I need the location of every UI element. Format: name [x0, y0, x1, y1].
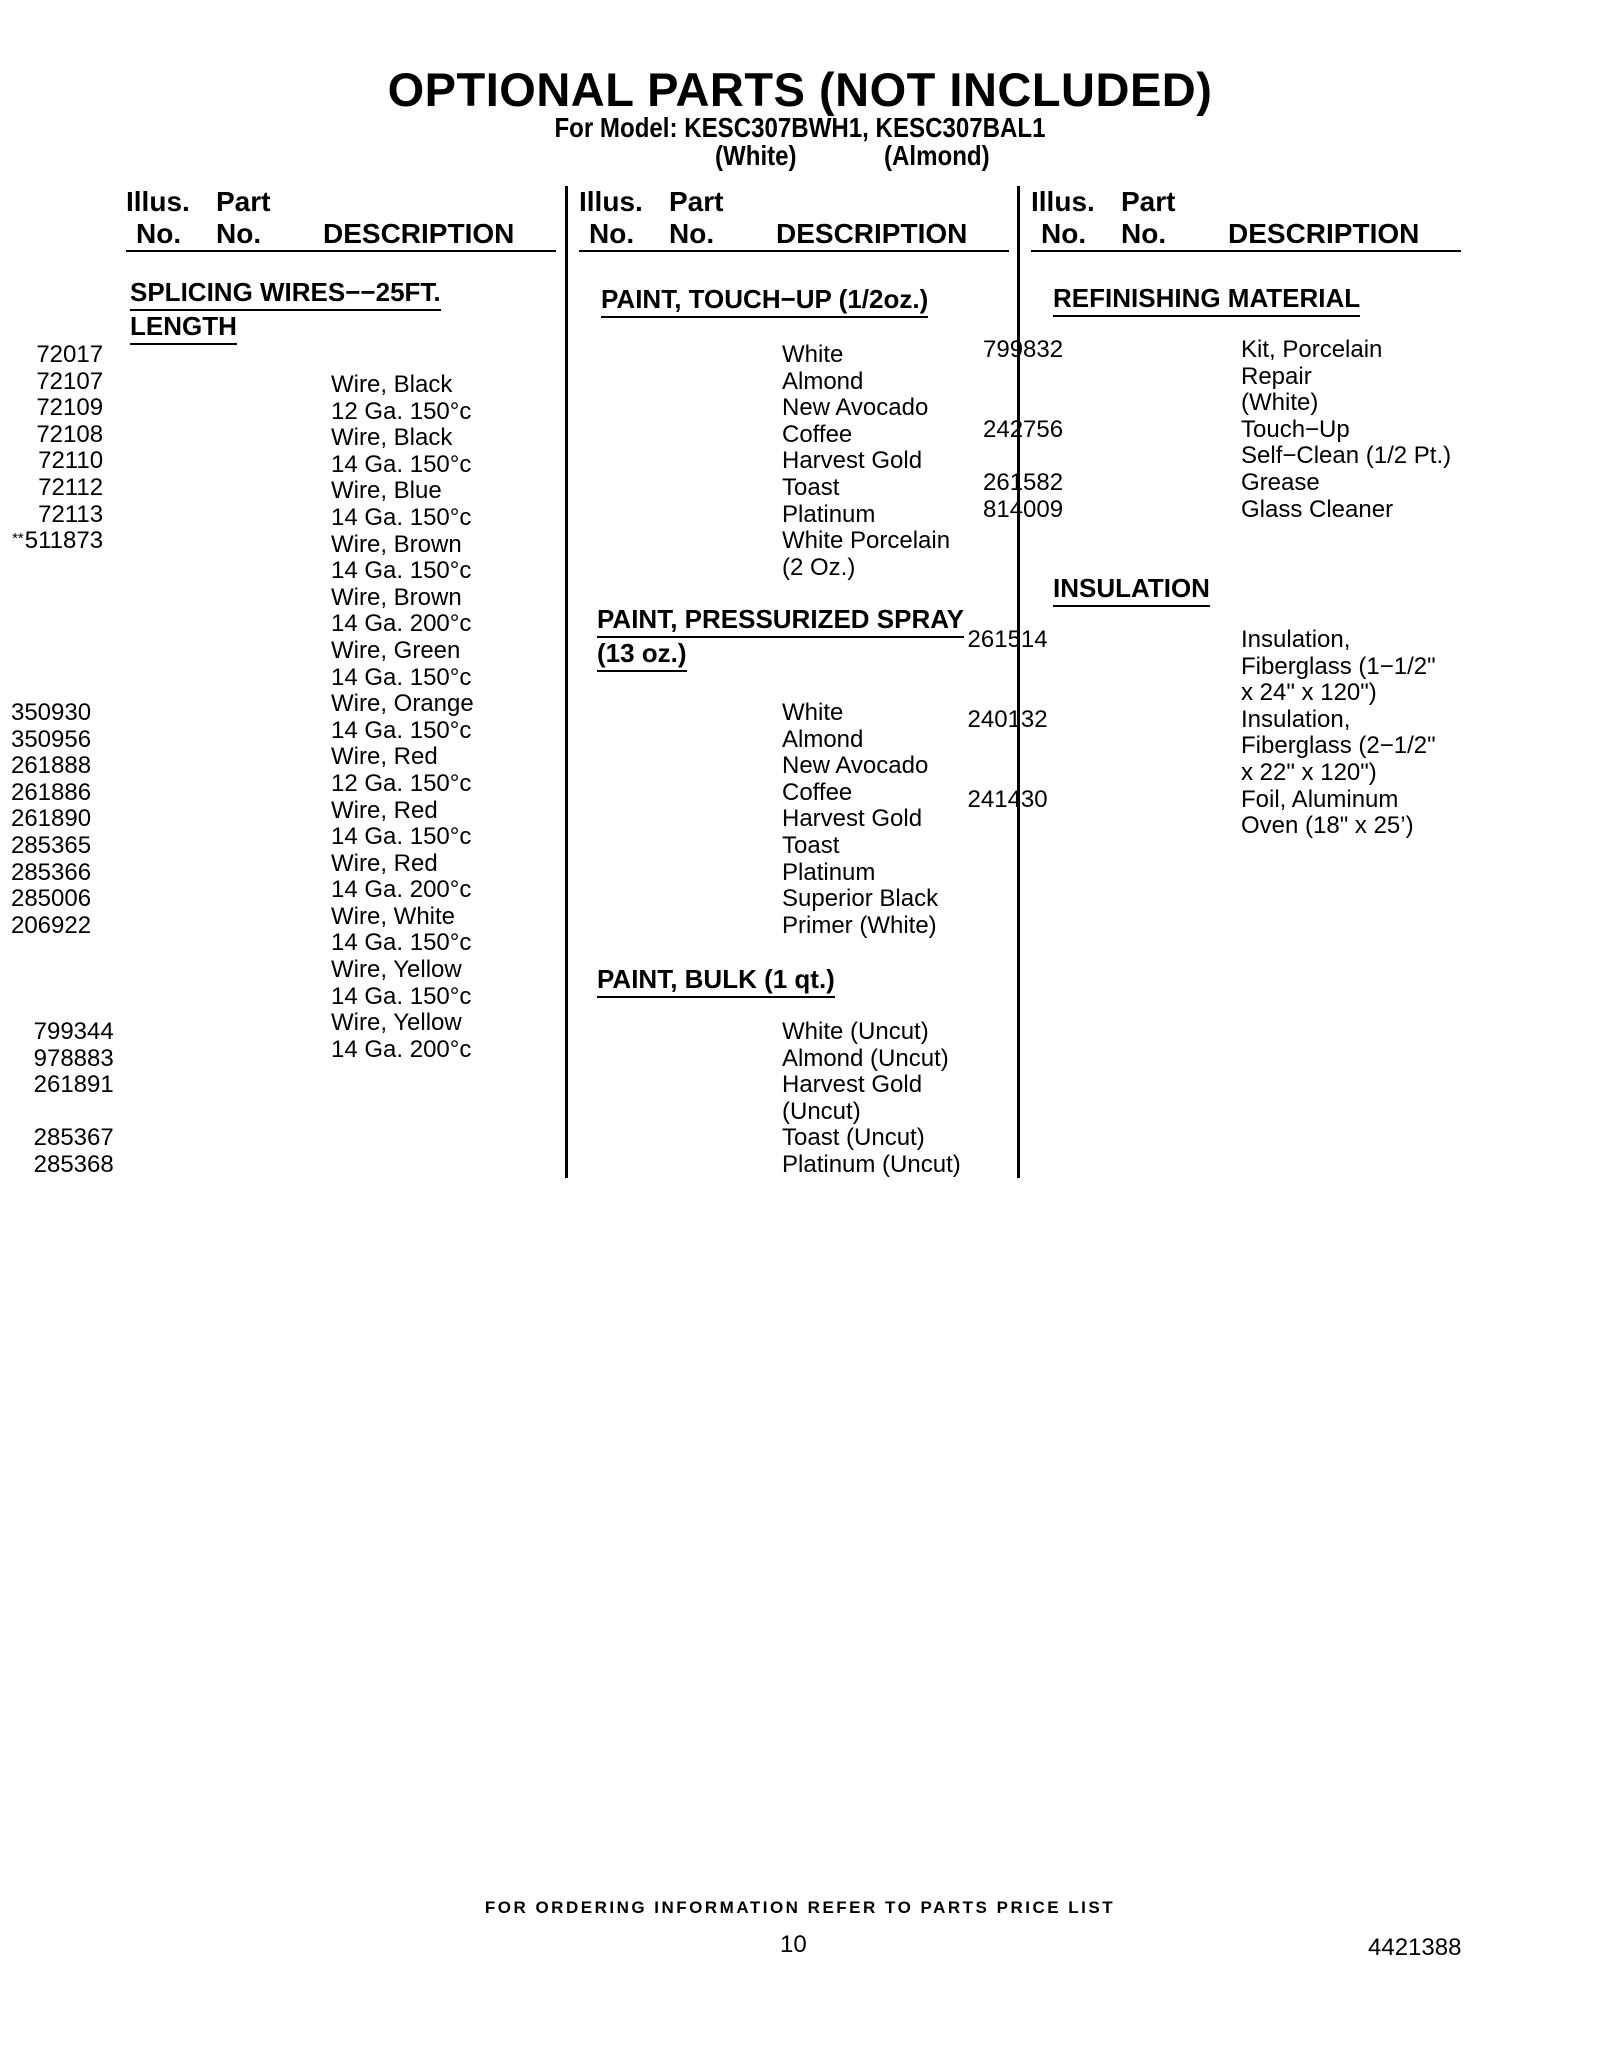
- part-description: Insulation, Fiberglass (2−1/2" x 22" x 120"): [1241, 705, 1436, 786]
- refinishing-list: [0, 337, 1451, 523]
- part-description: Wire, Black 12 Ga. 150°c: [331, 371, 472, 425]
- part-row: [0, 1072, 961, 1125]
- description-label: DESCRIPTION: [323, 218, 515, 249]
- section-splicing-wires: [130, 277, 441, 345]
- section-title-cont: LENGTH: [130, 311, 237, 345]
- description-label: DESCRIPTION: [1228, 218, 1420, 249]
- page-number: 10: [780, 1931, 807, 1958]
- section-title: PAINT, PRESSURIZED SPRAY: [597, 604, 964, 638]
- column-header: [1031, 186, 1461, 252]
- column-2: [579, 186, 1009, 252]
- part-number: 261891: [33, 1071, 114, 1099]
- model-subtitle: For Model: KESC307BWH1, KESC307BAL1: [554, 112, 1046, 143]
- section-insulation: [1053, 573, 1210, 607]
- part-description: White (Uncut): [782, 1018, 929, 1045]
- section-title: PAINT, BULK (1 qt.): [597, 964, 835, 998]
- part-row: [0, 417, 1451, 470]
- part-description: Platinum (Uncut): [782, 1150, 961, 1178]
- part-description: White: [782, 341, 844, 368]
- special-mark: **: [12, 530, 24, 548]
- part-number: 285365: [10, 831, 92, 859]
- part-no-label: No.: [216, 218, 262, 249]
- part-number: 206922: [10, 911, 92, 939]
- part-description: Wire, Brown 14 Ga. 150°c: [331, 530, 472, 585]
- part-number: 285366: [10, 858, 92, 886]
- part-number: 261888: [10, 752, 92, 780]
- illus-label: Illus.: [579, 186, 643, 217]
- section-title: INSULATION: [1053, 573, 1210, 607]
- part-number: 978883: [33, 1044, 114, 1072]
- part-description: Insulation, Fiberglass (1−1/2" x 24" x 120"): [1241, 626, 1436, 707]
- part-number: 72112: [38, 473, 104, 501]
- column-header: [126, 186, 556, 252]
- part-description: Wire, Red 12 Ga. 150°c: [331, 743, 472, 797]
- part-description: Wire, Red 14 Ga. 200°c: [331, 849, 472, 904]
- part-label: Part: [669, 186, 724, 217]
- part-row: [0, 1152, 961, 1179]
- part-description: Toast (Uncut): [782, 1124, 925, 1152]
- part-description: Wire, Brown 14 Ga. 200°c: [331, 583, 472, 638]
- part-row: [0, 1125, 961, 1152]
- part-description: Wire, Yellow 14 Ga. 150°c: [331, 956, 472, 1010]
- part-description: White Porcelain (2 Oz.): [782, 527, 951, 581]
- part-row: [0, 470, 1451, 497]
- part-description: Toast: [782, 473, 840, 501]
- section-refinishing: [1053, 283, 1360, 317]
- illus-no-label: No.: [589, 218, 635, 249]
- color-almond-label: (Almond): [884, 140, 990, 171]
- part-description: Touch−Up Self−Clean (1/2 Pt.): [1241, 415, 1452, 470]
- part-row: [0, 886, 938, 913]
- part-description: Kit, Porcelain Repair (White): [1241, 336, 1383, 417]
- part-number: 72017: [36, 341, 104, 368]
- part-description: Wire, Black 14 Ga. 150°c: [331, 424, 472, 478]
- part-description: Wire, Blue 14 Ga. 150°c: [331, 477, 472, 531]
- illus-label: Illus.: [126, 186, 190, 217]
- part-number: 72107: [36, 367, 104, 395]
- section-title-cont: (13 oz.): [597, 638, 687, 672]
- part-number: 350930: [10, 699, 92, 726]
- part-no-label: No.: [1121, 218, 1167, 249]
- part-description: White: [782, 699, 844, 726]
- part-row: [0, 860, 938, 887]
- part-description: Almond: [782, 367, 864, 395]
- part-number: **511873: [12, 527, 104, 555]
- part-number: 814009: [983, 495, 1064, 523]
- section-paint-touchup: [601, 284, 928, 318]
- column-header: [579, 186, 1009, 252]
- part-number: 285368: [33, 1150, 114, 1178]
- part-number: 72113: [38, 500, 104, 528]
- ordering-info-footer: FOR ORDERING INFORMATION REFER TO PARTS PRICE LIST: [484, 1898, 1116, 1917]
- part-description: Glass Cleaner: [1241, 495, 1394, 523]
- part-description: Wire, Orange 14 Ga. 150°c: [331, 690, 474, 744]
- illus-no-label: No.: [136, 218, 182, 249]
- part-description: Primer (White): [782, 911, 937, 939]
- part-row: [0, 497, 1451, 524]
- description-label: DESCRIPTION: [776, 218, 968, 249]
- part-row: [0, 337, 1451, 417]
- part-number: 242756: [983, 415, 1064, 443]
- section-title: PAINT, TOUCH−UP (1/2oz.): [601, 284, 928, 318]
- part-number: 261514: [967, 626, 1048, 653]
- part-description: Coffee: [782, 778, 853, 806]
- part-description: Platinum: [782, 858, 876, 886]
- part-number: 285006: [10, 885, 92, 913]
- part-row: [0, 707, 1436, 787]
- part-number: 261890: [10, 805, 92, 833]
- part-number: 72109: [36, 394, 104, 422]
- insulation-list: [0, 627, 1436, 840]
- column-1: [126, 186, 556, 252]
- part-description: Platinum: [782, 500, 876, 528]
- part-number: 72108: [36, 420, 104, 448]
- part-number: 799832: [983, 336, 1064, 363]
- section-title: REFINISHING MATERIAL: [1053, 283, 1360, 317]
- part-row: [0, 913, 938, 940]
- illus-label: Illus.: [1031, 186, 1095, 217]
- part-description: New Avocado: [782, 752, 929, 780]
- part-description: Harvest Gold (Uncut): [782, 1071, 923, 1125]
- part-label: Part: [1121, 186, 1176, 217]
- part-number: 350956: [10, 725, 92, 753]
- column-3: [1031, 186, 1461, 252]
- part-description: Wire, Green 14 Ga. 150°c: [331, 636, 472, 691]
- part-description: Almond: [782, 725, 864, 753]
- part-description: Wire, Red 14 Ga. 150°c: [331, 796, 472, 851]
- part-description: Wire, Yellow 14 Ga. 200°c: [331, 1009, 472, 1063]
- page-title: OPTIONAL PARTS (NOT INCLUDED): [387, 63, 1213, 116]
- part-row: [0, 787, 1436, 840]
- part-number: 261582: [983, 468, 1064, 496]
- part-number: 799344: [33, 1018, 114, 1045]
- part-no-label: No.: [669, 218, 715, 249]
- part-row: [0, 627, 1436, 707]
- part-number: 72110: [38, 447, 104, 475]
- part-description: Almond (Uncut): [782, 1044, 949, 1072]
- part-description: Toast: [782, 831, 840, 859]
- part-description: Wire, White 14 Ga. 150°c: [331, 902, 472, 957]
- illus-no-label: No.: [1041, 218, 1087, 249]
- part-row: [0, 1019, 961, 1046]
- part-description: Coffee: [782, 420, 853, 448]
- part-row: [0, 1046, 961, 1073]
- part-description: Foil, Aluminum Oven (18" x 25’): [1241, 785, 1414, 840]
- part-label: Part: [216, 186, 271, 217]
- part-description: Grease: [1241, 468, 1320, 496]
- part-description: Superior Black: [782, 885, 939, 913]
- paint-bulk-list: [0, 1019, 961, 1179]
- part-number: 285367: [33, 1124, 114, 1152]
- document-number: 4421388: [1368, 1934, 1462, 1961]
- part-number: 240132: [967, 705, 1048, 733]
- color-white-label: (White): [715, 140, 797, 171]
- part-number: 261886: [10, 778, 92, 806]
- part-description: Harvest Gold: [782, 447, 923, 475]
- part-number: 241430: [967, 785, 1048, 813]
- part-description: New Avocado: [782, 394, 929, 422]
- section-paint-bulk: [597, 964, 835, 998]
- part-description: Harvest Gold: [782, 805, 923, 833]
- part-row: [0, 957, 474, 1010]
- part-row: [0, 528, 950, 581]
- section-title: SPLICING WIRES−−25FT.: [130, 277, 441, 311]
